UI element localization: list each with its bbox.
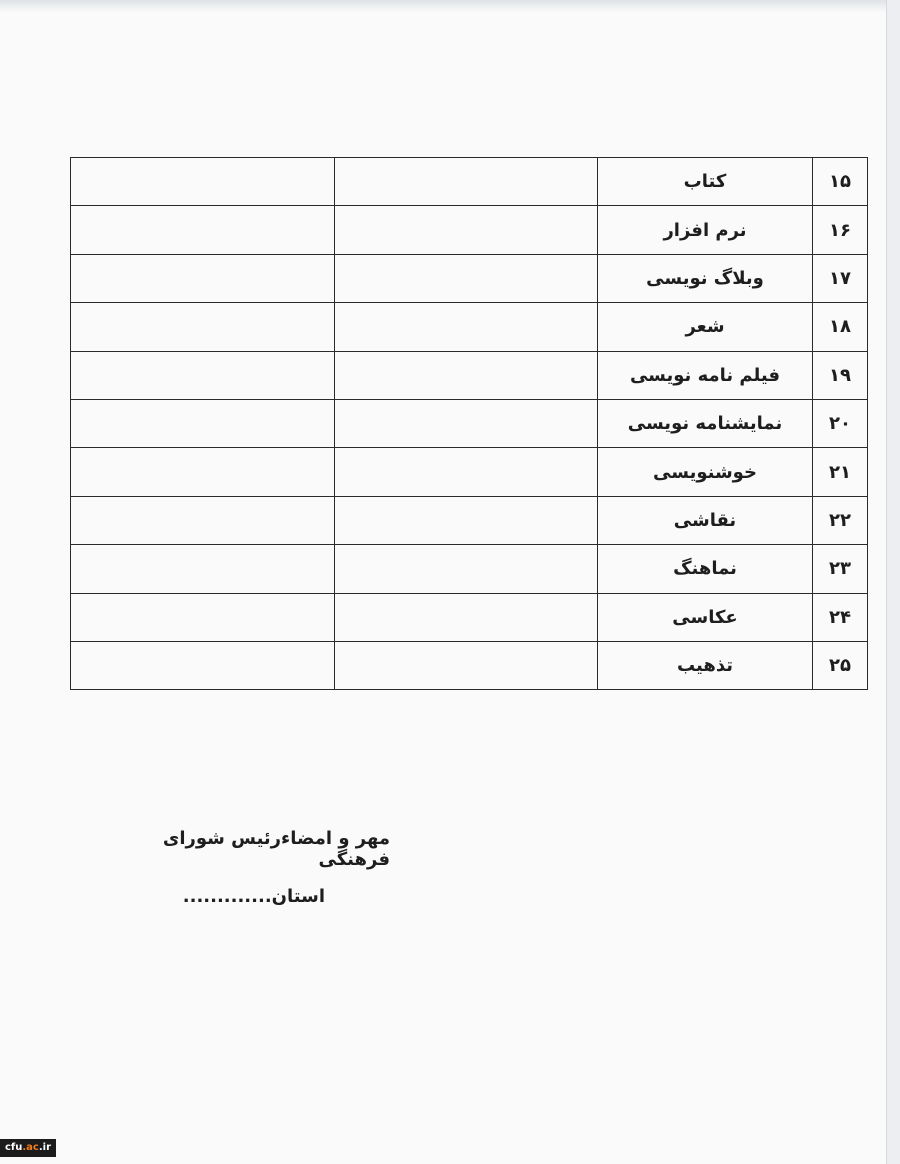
row-title-cell: کتاب [598,158,813,206]
row-empty-cell [335,158,598,206]
page-margin-strip [887,0,900,1164]
logo-part-ir: .ir [38,1142,52,1153]
table-row [71,351,868,399]
row-empty-cell [71,545,335,593]
row-number-cell: ۲۳ [813,545,868,593]
row-number-cell: ۲۰ [813,399,868,447]
row-empty-cell [71,158,335,206]
row-title-cell: نمایشنامه نویسی [598,399,813,447]
row-empty-cell [335,254,598,302]
row-empty-cell [335,641,598,689]
table-row [71,641,868,689]
category-table [70,157,868,690]
row-number-cell: ۱۹ [813,351,868,399]
row-number-cell: ۲۱ [813,448,868,496]
row-empty-cell [335,399,598,447]
table-row [71,206,868,254]
row-empty-cell [335,496,598,544]
table-row [71,496,868,544]
row-number-cell: ۲۲ [813,496,868,544]
row-number-cell: ۱۷ [813,254,868,302]
table-row [71,158,868,206]
row-number-cell: ۱۸ [813,303,868,351]
row-empty-cell [71,206,335,254]
row-empty-cell [335,448,598,496]
row-empty-cell [71,399,335,447]
table-row [71,399,868,447]
cfu-logo [0,1139,56,1157]
table-row [71,545,868,593]
row-title-cell: شعر [598,303,813,351]
table-row [71,254,868,302]
row-number-cell: ۲۴ [813,593,868,641]
row-title-cell: نماهنگ [598,545,813,593]
row-empty-cell [71,303,335,351]
row-title-cell: خوشنویسی [598,448,813,496]
row-number-cell: ۲۵ [813,641,868,689]
row-empty-cell [71,593,335,641]
row-empty-cell [71,641,335,689]
row-empty-cell [71,448,335,496]
logo-part-cfu: cfu [4,1142,23,1153]
province-caption: استان............. [182,886,325,907]
row-number-cell: ۱۶ [813,206,868,254]
signature-caption: مهر و امضاءرئیس شورای فرهنگی [162,828,390,870]
row-title-cell: نرم افزار [598,206,813,254]
row-empty-cell [335,351,598,399]
row-title-cell: تذهیب [598,641,813,689]
row-empty-cell [335,593,598,641]
row-empty-cell [71,254,335,302]
row-empty-cell [71,496,335,544]
row-title-cell: وبلاگ نویسی [598,254,813,302]
row-title-cell: نقاشی [598,496,813,544]
table-row [71,303,868,351]
scan-edge-shadow [0,0,886,12]
row-empty-cell [71,351,335,399]
row-title-cell: عکاسی [598,593,813,641]
row-empty-cell [335,545,598,593]
row-empty-cell [335,303,598,351]
row-empty-cell [335,206,598,254]
logo-part-ac: .ac [22,1142,39,1153]
row-title-cell: فیلم نامه نویسی [598,351,813,399]
table-row [71,448,868,496]
table-row [71,593,868,641]
row-number-cell: ۱۵ [813,158,868,206]
category-table-body [71,158,868,690]
